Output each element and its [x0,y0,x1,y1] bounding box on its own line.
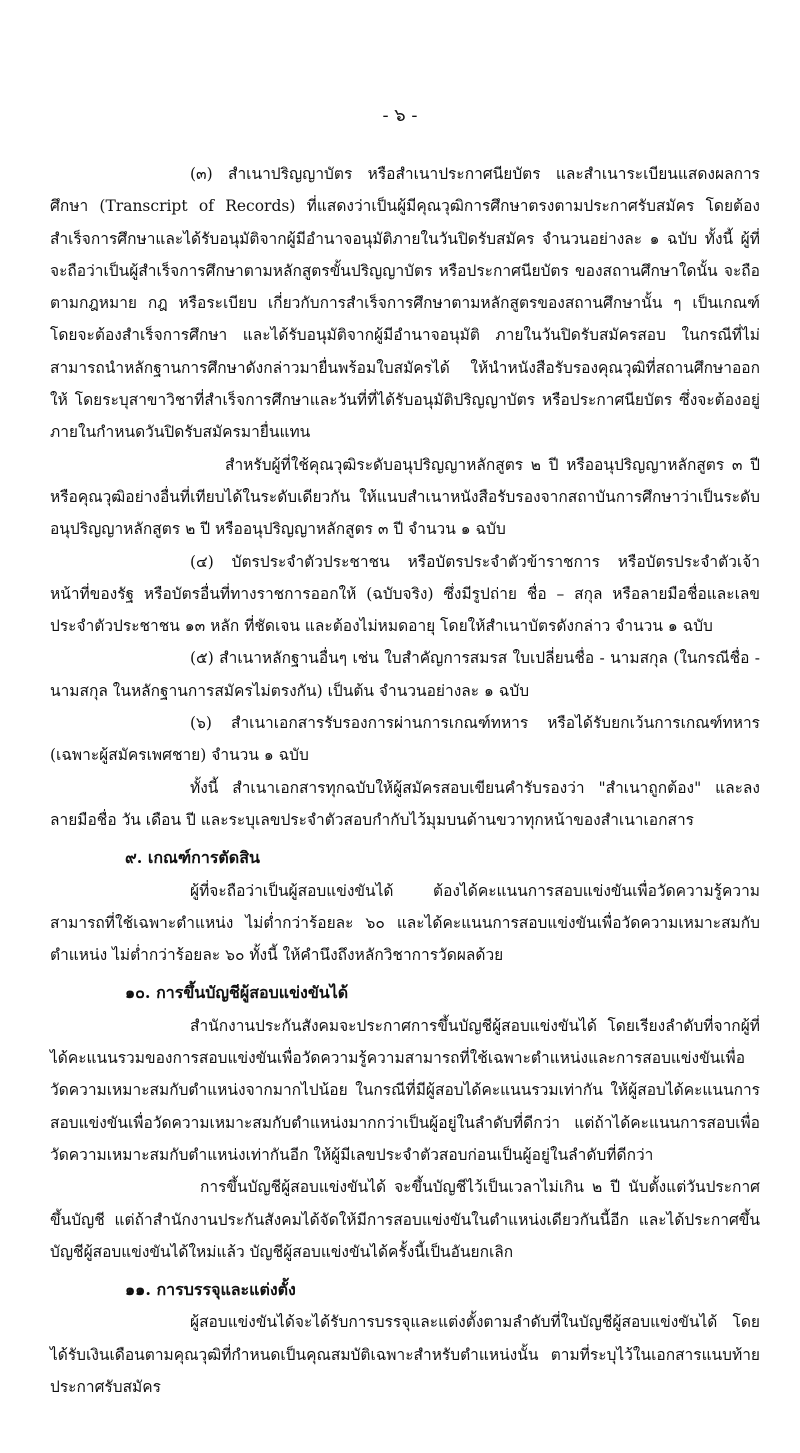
item-3-paragraph: (๓) สำเนาปริญญาบัตร หรือสำเนาประกาศนียบัตร และสำเนาระเบียนแสดงผลการศึกษา (Transcript of Records) ที่แสดงว่าเป็นผู้มีคุณวุฒิการศึกษาตรงตามประกาศรับสมัคร โดยต้องสำเร็จการศึกษาและได้รับอนุมัติจากผู้มีอำนาจอนุมัติภายในวันปิดรับสมัคร จำนวนอย่างละ ๑ ฉบับ ทั้งนี้ ผู้ที่จะถือว่าเป็นผู้สำเร็จการศึกษาตามหลักสูตรขั้นปริญญาบัตร หรือประกาศนียบัตร ของสถานศึกษาใดนั้น จะถือตามกฎหมาย กฎ หรือระเบียบ เกี่ยวกับการสำเร็จการศึกษาตามหลักสูตรของสถานศึกษานั้น ๆ เป็นเกณฑ์ โดยจะต้องสำเร็จการศึกษา และได้รับอนุมัติจากผู้มีอำนาจอนุมัติ ภายในวันปิดรับสมัครสอบ ในกรณีที่ไม่สามารถนำหลักฐานการศึกษาดังกล่าวมายื่นพร้อมใบสมัครได้ ให้นำหนังสือรับรองคุณวุฒิที่สถานศึกษาออกให้ โดยระบุสาขาวิชาที่สำเร็จการศึกษาและวันที่ที่ได้รับอนุมัติปริญญาบัตร หรือประกาศนียบัตร ซึ่งจะต้องอยู่ภายในกำหนดวันปิดรับสมัครมายื่นแทน [50,165,760,442]
section-11-paragraph: ผู้สอบแข่งขันได้จะได้รับการบรรจุและแต่งตั้งตามลำดับที่ในบัญชีผู้สอบแข่งขันได้ โดยได้รับเงินเดือนตามคุณวุฒิที่กำหนดเป็นคุณสมบัติเฉพาะสำหรับตำแหน่งนั้น ตามที่ระบุไว้ในเอกสารแนบท้ายประกาศรับสมัคร [50,1313,760,1396]
section-11-heading: ๑๑. การบรรจุและแต่งตั้ง [125,1280,296,1300]
document-body [50,158,760,1403]
item-5-paragraph: (๕) สำเนาหลักฐานอื่นๆ เช่น ใบสำคัญการสมรส ใบเปลี่ยนชื่อ - นามสกุล (ในกรณีชื่อ - นามสกุล ในหลักฐานการสมัครไม่ตรงกัน) เป็นต้น จำนวนอย่างละ ๑ ฉบับ [50,649,760,700]
section-10-paragraph-1: สำนักงานประกันสังคมจะประกาศการขึ้นบัญชีผู้สอบแข่งขันได้ โดยเรียงลำดับที่จากผู้ที่ได้คะแนนรวมของการสอบแข่งขันเพื่อวัดความรู้ความสามารถที่ใช้เฉพาะตำแหน่งและการสอบแข่งขันเพื่อวัดความเหมาะสมกับตำแหน่งจากมากไปน้อย ในกรณีที่มีผู้สอบได้คะแนนรวมเท่ากัน ให้ผู้สอบได้คะแนนการสอบแข่งขันเพื่อวัดความเหมาะสมกับตำแหน่งมากกว่าเป็นผู้อยู่ในลำดับที่ดีกว่า แต่ถ้าได้คะแนนการสอบเพื่อวัดความเหมาะสมกับตำแหน่งเท่ากันอีก ให้ผู้มีเลขประจำตัวสอบก่อนเป็นผู้อยู่ในลำดับที่ดีกว่า [50,1016,760,1164]
section-9-paragraph: ผู้ที่จะถือว่าเป็นผู้สอบแข่งขันได้ ต้องได้คะแนนการสอบแข่งขันเพื่อวัดความรู้ความสามารถที่ใช้เฉพาะตำแหน่ง ไม่ต่ำกว่าร้อยละ ๖๐ และได้คะแนนการสอบแข่งขันเพื่อวัดความเหมาะสมกับตำแหน่ง ไม่ต่ำกว่าร้อยละ ๖๐ ทั้งนี้ ให้คำนึงถึงหลักวิชาการวัดผลด้วย [50,881,760,965]
certification-note-paragraph: ทั้งนี้ สำเนาเอกสารทุกฉบับให้ผู้สมัครสอบเขียนคำรับรองว่า "สำเนาถูกต้อง" และลงลายมือชื่อ วัน เดือน ปี และระบุเลขประจำตัวสอบกำกับไว้มุมบนด้านขวาทุกหน้าของสำเนาเอกสาร [50,778,760,829]
page-number: - ๖ - [382,105,418,126]
section-10-paragraph-2: การขึ้นบัญชีผู้สอบแข่งขันได้ จะขึ้นบัญชีไว้เป็นเวลาไม่เกิน ๒ ปี นับตั้งแต่วันประกาศขึ้นบัญชี แต่ถ้าสำนักงานประกันสังคมได้จัดให้มีการสอบแข่งขันในตำแหน่งเดียวกันนี้อีก และได้ประกาศขึ้นบัญชีผู้สอบแข่งขันได้ใหม่แล้ว บัญชีผู้สอบแข่งขันได้ครั้งนี้เป็นอันยกเลิก [50,1178,760,1261]
section-10-heading: ๑๐. การขึ้นบัญชีผู้สอบแข่งขันได้ [125,983,349,1003]
item-6-paragraph: (๖) สำเนาเอกสารรับรองการผ่านการเกณฑ์ทหาร หรือได้รับยกเว้นการเกณฑ์ทหาร (เฉพาะผู้สมัครเพศชาย) จำนวน ๑ ฉบับ [50,714,760,765]
diploma-note-paragraph: สำหรับผู้ที่ใช้คุณวุฒิระดับอนุปริญญาหลักสูตร ๒ ปี หรืออนุปริญญาหลักสูตร ๓ ปี หรือคุณวุฒิอย่างอื่นที่เทียบได้ในระดับเดียวกัน ให้แนบสำเนาหนังสือรับรองจากสถาบันการศึกษาว่าเป็นระดับอนุปริญญาหลักสูตร ๒ ปี หรืออนุปริญญาหลักสูตร ๓ ปี จำนวน ๑ ฉบับ [50,455,760,539]
section-9-heading: ๙. เกณฑ์การตัดสิน [125,848,260,868]
item-4-paragraph: (๔) บัตรประจำตัวประชาชน หรือบัตรประจำตัวข้าราชการ หรือบัตรประจำตัวเจ้าหน้าที่ของรัฐ หรือบัตรอื่นที่ทางราชการออกให้ (ฉบับจริง) ซึ่งมีรูปถ่าย ชื่อ – สกุล หรือลายมือชื่อและเลขประจำตัวประชาชน ๑๓ หลัก ที่ชัดเจน และต้องไม่หมดอายุ โดยให้สำเนาบัตรดังกล่าว จำนวน ๑ ฉบับ [50,552,760,636]
